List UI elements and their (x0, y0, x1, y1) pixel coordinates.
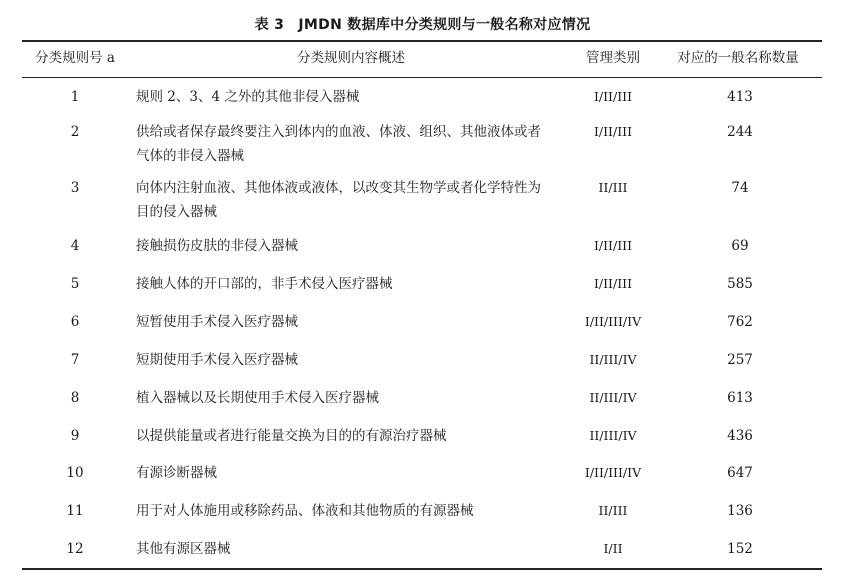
table-header-rule (22, 77, 822, 78)
row-count: 136 (727, 503, 753, 519)
row-class: I/II/III (593, 238, 633, 253)
row-class: I/II/III (593, 124, 633, 139)
row-count: 762 (727, 314, 753, 330)
row-description: 接触损伤皮肤的非侵入器械 (136, 238, 298, 254)
row-description: 植入器械以及长期使用手术侵入医疗器械 (136, 390, 379, 406)
row-number: 5 (70, 276, 80, 292)
row-class: II/III/IV (589, 390, 637, 405)
header-description: 分类规则内容概述 (297, 50, 405, 66)
row-class: I/II/III (593, 89, 633, 104)
row-description: 有源诊断器械 (136, 465, 217, 481)
row-number: 8 (70, 390, 80, 406)
row-description: 规则 2、3、4 之外的其他非侵入器械 (136, 89, 360, 105)
row-count: 74 (731, 180, 749, 196)
header-rule-no: 分类规则号 a (35, 50, 115, 66)
header-class: 管理类别 (586, 50, 640, 66)
row-description: 短暂使用手术侵入医疗器械 (136, 314, 298, 330)
row-class: I/II (603, 541, 623, 556)
row-description: 供给或者保存最终要注入到体内的血液、体液、组织、其他液体或者气体的非侵入器械 (136, 124, 541, 164)
row-class: II/III (598, 180, 628, 195)
row-count: 257 (727, 352, 753, 368)
row-count: 613 (727, 390, 753, 406)
row-description: 短期使用手术侵入医疗器械 (136, 352, 298, 368)
row-number: 4 (70, 238, 80, 254)
row-number: 11 (66, 503, 84, 519)
row-number: 12 (66, 541, 84, 557)
header-count: 对应的一般名称数量 (677, 50, 799, 66)
row-class: I/II/III (593, 276, 633, 291)
row-count: 244 (727, 124, 753, 140)
row-number: 10 (66, 465, 84, 481)
row-count: 152 (727, 541, 753, 557)
row-description: 用于对人体施用或移除药品、体液和其他物质的有源器械 (136, 503, 474, 519)
row-description: 向体内注射血液、其他体液或液体，以改变其生物学或者化学特性为目的侵入器械 (136, 180, 541, 220)
row-class: I/II/III/IV (584, 465, 642, 480)
row-number: 6 (70, 314, 80, 330)
row-description: 以提供能量或者进行能量交换为目的的有源治疗器械 (136, 428, 447, 444)
row-number: 9 (70, 428, 80, 444)
row-description: 其他有源区器械 (136, 541, 231, 557)
row-number: 7 (70, 352, 80, 368)
table-caption: 表 3 JMDN 数据库中分类规则与一般名称对应情况 (254, 17, 591, 33)
row-class: II/III/IV (589, 428, 637, 443)
row-count: 585 (727, 276, 753, 292)
table-bottom-rule (22, 568, 822, 570)
row-count: 69 (731, 238, 749, 254)
row-count: 413 (727, 89, 753, 105)
row-description: 接触人体的开口部的，非手术侵入医疗器械 (136, 276, 393, 292)
row-count: 647 (727, 465, 753, 481)
row-number: 2 (70, 124, 80, 140)
table-top-rule (22, 40, 822, 42)
row-class: II/III/IV (589, 352, 637, 367)
row-number: 1 (70, 89, 80, 105)
row-class: II/III (598, 503, 628, 518)
row-number: 3 (70, 180, 80, 196)
row-class: I/II/III/IV (584, 314, 642, 329)
row-count: 436 (727, 428, 753, 444)
